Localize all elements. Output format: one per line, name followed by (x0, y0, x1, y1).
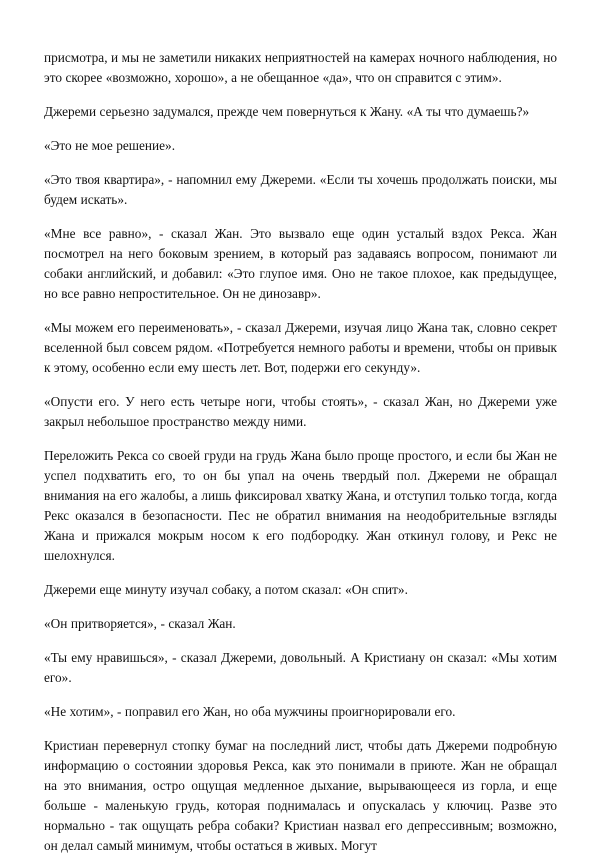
paragraph: «Мне все равно», - сказал Жан. Это вызвало еще один усталый вздох Рекса. Жан посмотрел на него боковым зрением, в который раз задаваясь вопросом, понимают ли собаки английский, и добавил: «Это глупое имя. Оно не такое плохое, как предыдущее, но все равно непростительное. Он не динозавр». (44, 226, 557, 301)
document-text-body (44, 48, 557, 856)
paragraph: «Не хотим», - поправил его Жан, но оба мужчины проигнорировали его. (44, 704, 456, 719)
paragraph: «Это не мое решение». (44, 138, 176, 153)
paragraph: «Он притворяется», - сказал Жан. (44, 616, 236, 631)
paragraph: присмотра, и мы не заметили никаких неприятностей на камерах ночного наблюдения, но это скорее «возможно, хорошо», а не обещанное «да», что он справится с этим». (44, 50, 557, 85)
paragraph: «Мы можем его переименовать», - сказал Джереми, изучая лицо Жана так, словно секрет вселенной был совсем рядом. «Потребуется немного работы и времени, чтобы он привык к этому, особенно если ему шесть лет. Вот, подержи его секунду». (44, 320, 557, 375)
paragraph: «Это твоя квартира», - напомнил ему Джереми. «Если ты хочешь продолжать поиски, мы будем искать». (44, 172, 557, 207)
paragraph: Джереми еще минуту изучал собаку, а потом сказал: «Он спит». (44, 582, 408, 597)
paragraph: Переложить Рекса со своей груди на грудь Жана было проще простого, и если бы Жан не успел подхватить его, то он бы упал на очень твердый пол. Джереми не обращал внимания на его жалобы, а лишь фиксировал хватку Жана, и отступил только тогда, когда Рекс оказался в безопасности. Пес не обратил внимания на неодобрительные взгляды Жана и прижался мокрым носом к его подбородку. Жан откинул голову, и Рекс не шелохнулся. (44, 448, 557, 563)
paragraph: Джереми серьезно задумался, прежде чем повернуться к Жану. «А ты что думаешь?» (44, 104, 530, 119)
paragraph: «Ты ему нравишься», - сказал Джереми, довольный. А Кристиану он сказал: «Мы хотим его». (44, 650, 557, 685)
paragraph: Кристиан перевернул стопку бумаг на последний лист, чтобы дать Джереми подробную информацию о состоянии здоровья Рекса, как это понимали в приюте. Жан не обращал на это внимания, остро ощущая медленное дыхание, вырывающееся из горла, и еще больше - маленькую грудь, которая поднималась и опускалась у ключиц. Разве это нормально - так ощущать ребра собаки? Кристиан назвал его депрессивным; возможно, он делал самый минимум, чтобы остаться в живых. Могут (44, 738, 557, 853)
paragraph: «Опусти его. У него есть четыре ноги, чтобы стоять», - сказал Жан, но Джереми уже закрыл небольшое пространство между ними. (44, 394, 557, 429)
